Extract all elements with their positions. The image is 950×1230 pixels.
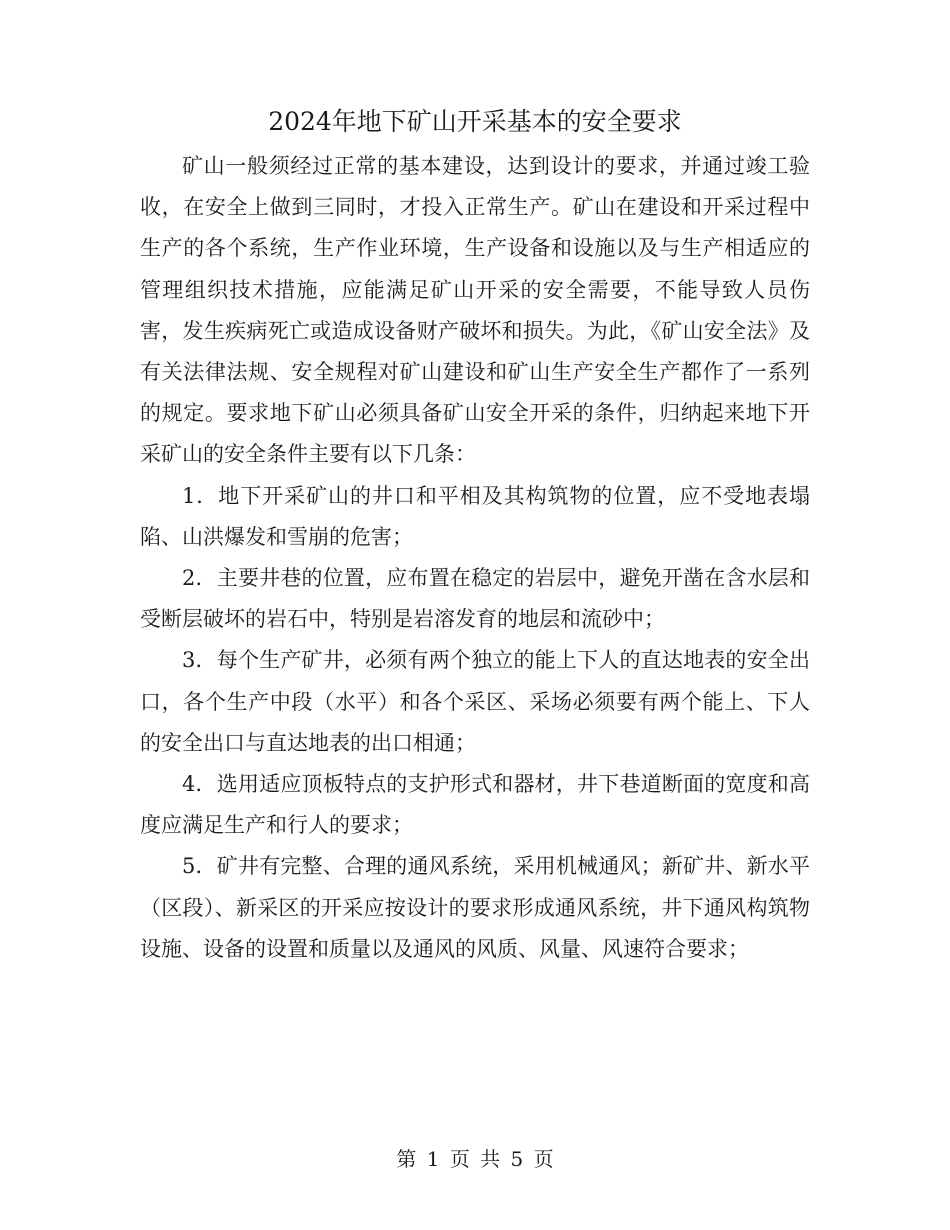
paragraph-item-3: 3．每个生产矿井，必须有两个独立的能上下人的直达地表的安全出口，各个生产中段（水平）和各个采区、采场必须要有两个能上、下人的安全出口与直达地表的出口相通； <box>140 648 810 755</box>
paragraph-item-2: 2．主要井巷的位置，应布置在稳定的岩层中，避免开凿在含水层和受断层破坏的岩石中，特别是岩溶发育的地层和流砂中； <box>140 566 810 632</box>
paragraph-item-5: 5．矿井有完整、合理的通风系统，采用机械通风；新矿井、新水平（区段）、新采区的开采应按设计的要求形成通风系统，井下通风构筑物设施、设备的设置和质量以及通风的风质、风量、风速符合要求； <box>140 854 810 961</box>
page-number-footer: 第 1 页 共 5 页 <box>396 1147 554 1171</box>
document-title: 2024年地下矿山开采基本的安全要求 <box>268 107 682 136</box>
paragraph-item-4: 4．选用适应顶板特点的支护形式和器材，井下巷道断面的宽度和高度应满足生产和行人的要求； <box>140 772 810 838</box>
paragraph-intro: 矿山一般须经过正常的基本建设，达到设计的要求，并通过竣工验收，在安全上做到三同时，才投入正常生产。矿山在建设和开采过程中生产的各个系统，生产作业环境，生产设备和设施以及与生产相适应的管理组织技术措施，应能满足矿山开采的安全需要，不能导致人员伤害，发生疾病死亡或造成设备财产破坏和损失。为此，《矿山安全法》及有关法律法规、安全规程对矿山建设和矿山生产安全生产都作了一系列的规定。要求地下矿山必须具备矿山安全开采的条件，归纳起来地下开采矿山的安全条件主要有以下几条： <box>140 154 810 467</box>
document-body <box>140 146 810 970</box>
paragraph-item-1: 1．地下开采矿山的井口和平相及其构筑物的位置，应不受地表塌陷、山洪爆发和雪崩的危害； <box>140 483 810 549</box>
